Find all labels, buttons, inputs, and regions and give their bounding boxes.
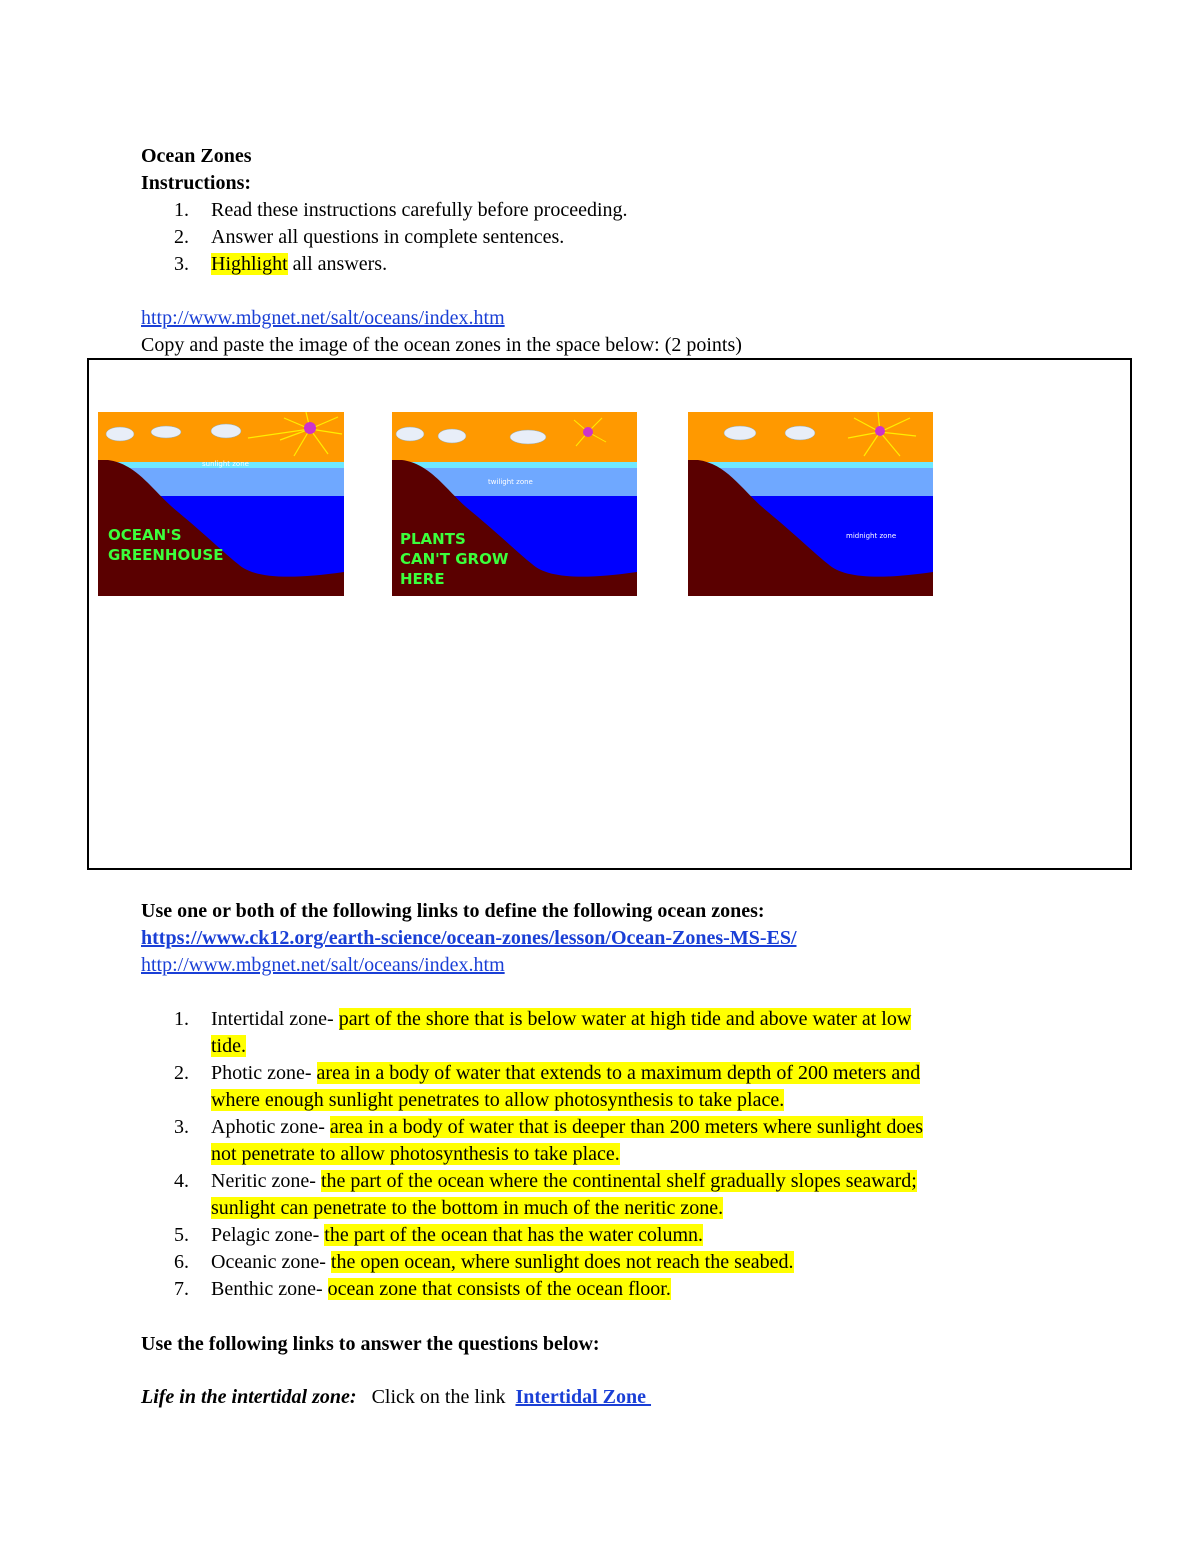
list-number: 2. bbox=[174, 226, 189, 248]
zone-term: Pelagic zone- bbox=[211, 1224, 325, 1246]
list-number: 1. bbox=[174, 199, 189, 221]
list-number: 3. bbox=[174, 253, 189, 275]
zone-definition-cont: tide. bbox=[211, 1035, 246, 1057]
zone-definition: the open ocean, where sunlight does not reach the seabed. bbox=[330, 1251, 794, 1273]
instruction-text: Read these instructions carefully before proceeding. bbox=[211, 199, 628, 221]
zone-definition-cont: where enough sunlight penetrates to allow photosynthesis to take place. bbox=[211, 1089, 785, 1111]
zone-caption-line: HERE bbox=[400, 570, 445, 588]
list-number: 2. bbox=[174, 1062, 189, 1084]
zone-term: Neritic zone- bbox=[211, 1170, 321, 1192]
zone-definition: area in a body of water that extends to a maximum depth of 200 meters and bbox=[316, 1062, 921, 1084]
instructions-label: Instructions: bbox=[141, 172, 252, 194]
zone-label: twilight zone bbox=[488, 478, 533, 486]
mbgnet-link[interactable]: http://www.mbgnet.net/salt/oceans/index.htm bbox=[141, 307, 505, 329]
zone-caption-line: CAN'T GROW bbox=[400, 550, 509, 568]
zone-caption-line: PLANTS bbox=[400, 530, 466, 548]
sunlight-zone-image bbox=[98, 412, 344, 596]
zone-label: midnight zone bbox=[846, 532, 897, 540]
twilight-zone-image bbox=[392, 412, 637, 596]
zone-term: Aphotic zone- bbox=[211, 1116, 330, 1138]
zone-term: Photic zone- bbox=[211, 1062, 317, 1084]
questions-heading: Use the following links to answer the questions below: bbox=[141, 1333, 600, 1355]
zone-definition: the part of the ocean where the continental shelf gradually slopes seaward; bbox=[320, 1170, 917, 1192]
zone-term: Oceanic zone- bbox=[211, 1251, 331, 1273]
zone-definition-cont: not penetrate to allow photosynthesis to take place. bbox=[211, 1143, 620, 1165]
click-text: Click on the link bbox=[371, 1386, 506, 1408]
zone-definition-cont: sunlight can penetrate to the bottom in much of the neritic zone. bbox=[211, 1197, 724, 1219]
zone-definition: part of the shore that is below water at high tide and above water at low bbox=[338, 1008, 912, 1030]
list-number: 1. bbox=[174, 1008, 189, 1030]
zone-caption-line: GREENHOUSE bbox=[108, 546, 224, 564]
midnight-zone-image bbox=[688, 412, 933, 596]
list-number: 4. bbox=[174, 1170, 189, 1192]
instruction-text: Answer all questions in complete sentences. bbox=[211, 226, 565, 248]
list-number: 7. bbox=[174, 1278, 189, 1300]
zone-definition: area in a body of water that is deeper than 200 meters where sunlight does bbox=[329, 1116, 923, 1138]
copy-prompt: Copy and paste the image of the ocean zones in the space below: (2 points) bbox=[141, 334, 742, 356]
list-number: 3. bbox=[174, 1116, 189, 1138]
zone-term: Benthic zone- bbox=[211, 1278, 328, 1300]
intertidal-question bbox=[141, 1384, 651, 1411]
instruction-text bbox=[211, 251, 1064, 278]
instruction-text-rest: all answers. bbox=[287, 253, 388, 275]
zone-label: sunlight zone bbox=[202, 460, 249, 468]
intertidal-zone-link[interactable]: Intertidal Zone bbox=[515, 1386, 652, 1408]
zone-term: Intertidal zone- bbox=[211, 1008, 339, 1030]
list-number: 5. bbox=[174, 1224, 189, 1246]
ck12-link[interactable]: https://www.ck12.org/earth-science/ocean-zones/lesson/Ocean-Zones-MS-ES/ bbox=[141, 927, 797, 949]
list-number: 6. bbox=[174, 1251, 189, 1273]
page-title: Ocean Zones bbox=[141, 145, 252, 167]
highlight-word: Highlight bbox=[211, 253, 288, 275]
zone-definition: ocean zone that consists of the ocean floor. bbox=[327, 1278, 671, 1300]
zone-caption-line: OCEAN'S bbox=[108, 526, 182, 544]
mbgnet-link-2[interactable]: http://www.mbgnet.net/salt/oceans/index.htm bbox=[141, 954, 505, 976]
life-label: Life in the intertidal zone: bbox=[141, 1386, 357, 1408]
define-heading: Use one or both of the following links to define the following ocean zones: bbox=[141, 900, 765, 922]
zone-definition: the part of the ocean that has the water column. bbox=[324, 1224, 704, 1246]
